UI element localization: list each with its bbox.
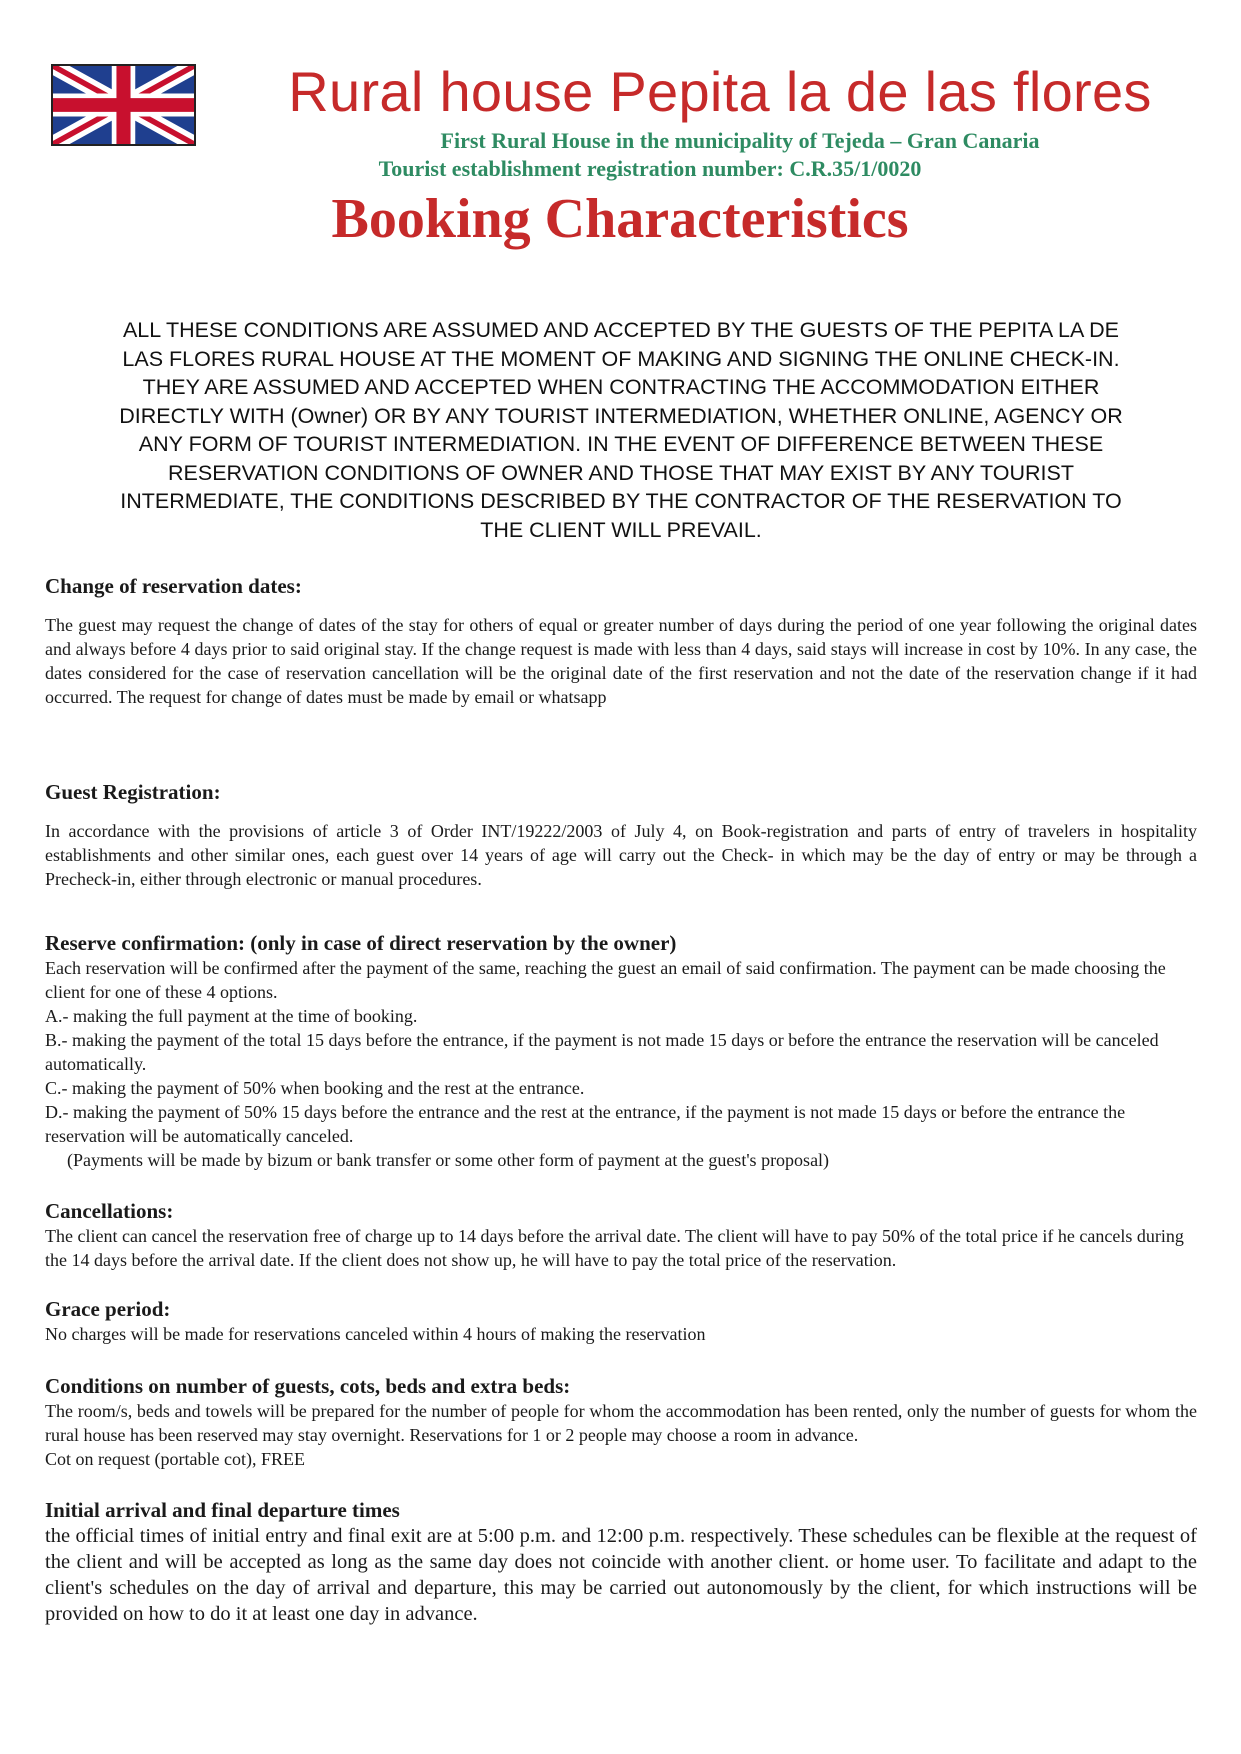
section-guest-conditions	[45, 1373, 1197, 1471]
conditions-line: ANY FORM OF TOURIST INTERMEDIATION. IN THE EVENT OF DIFFERENCE BETWEEN THESE	[138, 432, 1104, 456]
section-body: the official times of initial entry and final exit are at 5:00 p.m. and 12:00 p.m. respectively. These schedules can be flexible at the request of the client and will be accepted as long as the same day does not coincide with another client. or home user. To facilitate and adapt to the client's schedules on the day of arrival and departure, this may be carried out autonomously by the client, for which instructions will be provided on how to do it at least one day in advance.	[45, 1525, 1197, 1625]
conditions-line: ALL THESE CONDITIONS ARE ASSUMED AND ACCEPTED BY THE GUESTS OF THE PEPITA LA DE	[122, 318, 1120, 342]
payment-note: (Payments will be made by bizum or bank transfer or some other form of payment at the guest's proposal)	[67, 1150, 830, 1170]
section-heading: Initial arrival and final departure times	[45, 1498, 400, 1522]
section-body: The room/s, beds and towels will be prepared for the number of people for whom the accommodation has been rented, only the number of guests for whom the rural house has been reserved may stay overnight. Reservations for 1 or 2 people may choose a room in advance.	[45, 1401, 1197, 1445]
conditions-line: RESERVATION CONDITIONS OF OWNER AND THOSE THAT MAY EXIST BY ANY TOURIST	[168, 460, 1074, 485]
subtitle-municipality: First Rural House in the municipality of Tejeda – Gran Canaria	[440, 128, 1040, 153]
section-heading: Cancellations:	[45, 1199, 174, 1223]
conditions-line: THEY ARE ASSUMED AND ACCEPTED WHEN CONTRACTING THE ACCOMMODATION EITHER	[142, 375, 1100, 399]
section-heading: Reserve confirmation: (only in case of direct reservation by the owner)	[45, 931, 677, 955]
page-title: Booking Characteristics	[331, 188, 909, 250]
payment-option-c: C.- making the payment of 50% when booking and the rest at the entrance.	[45, 1078, 585, 1098]
section-grace-period	[45, 1296, 1197, 1346]
section-arrival-departure-times	[45, 1497, 1197, 1627]
section-reserve-confirmation	[45, 930, 1197, 1172]
union-jack-flag-icon	[51, 64, 196, 146]
section-heading: Change of reservation dates:	[45, 574, 302, 598]
cot-note: Cot on request (portable cot), FREE	[45, 1449, 305, 1469]
section-body: No charges will be made for reservations canceled within 4 hours of making the reservation	[45, 1324, 706, 1344]
conditions-line: INTERMEDIATE, THE CONDITIONS DESCRIBED BY THE CONTRACTOR OF THE RESERVATION TO	[120, 489, 1122, 513]
section-change-dates	[45, 573, 1197, 709]
section-cancellations	[45, 1198, 1197, 1272]
site-title: Rural house Pepita la de las flores	[288, 60, 1152, 123]
payment-option-d: D.- making the payment of 50% 15 days before the entrance and the rest at the entrance, if the payment is not made 15 days or before the entrance the reservation will be automatically canceled.	[45, 1102, 1126, 1146]
section-heading: Grace period:	[45, 1297, 171, 1321]
confirmation-intro: Each reservation will be confirmed after the payment of the same, reaching the guest an email of said confirmation. The payment can be made choosing the client for one of these 4 options.	[45, 958, 1166, 1002]
payment-option-a: A.- making the full payment at the time of booking.	[45, 1006, 418, 1026]
conditions-line: LAS FLORES RURAL HOUSE AT THE MOMENT OF MAKING AND SIGNING THE ONLINE CHECK-IN.	[122, 346, 1120, 371]
section-body: The client can cancel the reservation free of charge up to 14 days before the arrival date. The client will have to pay 50% of the total price if he cancels during the 14 days before the arrival date. If the client does not show up, he will have to pay the total price of the reservation.	[45, 1226, 1184, 1270]
section-heading: Guest Registration:	[45, 780, 221, 804]
section-body: The guest may request the change of dates of the stay for others of equal or greater number of days during the period of one year following the original dates and always before 4 days prior to said original stay. If the change request is made with less than 4 days, said stays will increase in cost by 10%. In any case, the dates considered for the case of reservation cancellation will be the original date of the first reservation and not the date of the reservation change if it had occurred. The request for change of dates must be made by email or whatsapp	[45, 615, 1197, 707]
subtitle-registration-number: Tourist establishment registration number: C.R.35/1/0020	[378, 156, 922, 181]
section-guest-registration	[45, 779, 1197, 891]
payment-option-b: B.- making the payment of the total 15 days before the entrance, if the payment is not made 15 days or before the entrance the reservation will be canceled automatically.	[45, 1030, 1159, 1074]
section-body: In accordance with the provisions of article 3 of Order INT/19222/2003 of July 4, on Book-registration and parts of entry of travelers in hospitality establishments and other similar ones, each guest over 14 years of age will carry out the Check- in which may be the day of entry or may be through a Precheck-in, either through electronic or manual procedures.	[45, 821, 1197, 889]
conditions-notice	[50, 316, 1192, 544]
section-heading: Conditions on number of guests, cots, beds and extra beds:	[45, 1374, 571, 1398]
conditions-line: THE CLIENT WILL PREVAIL.	[480, 517, 762, 542]
conditions-line: DIRECTLY WITH (Owner) OR BY ANY TOURIST INTERMEDIATION, WHETHER ONLINE, AGENCY OR	[119, 403, 1123, 428]
